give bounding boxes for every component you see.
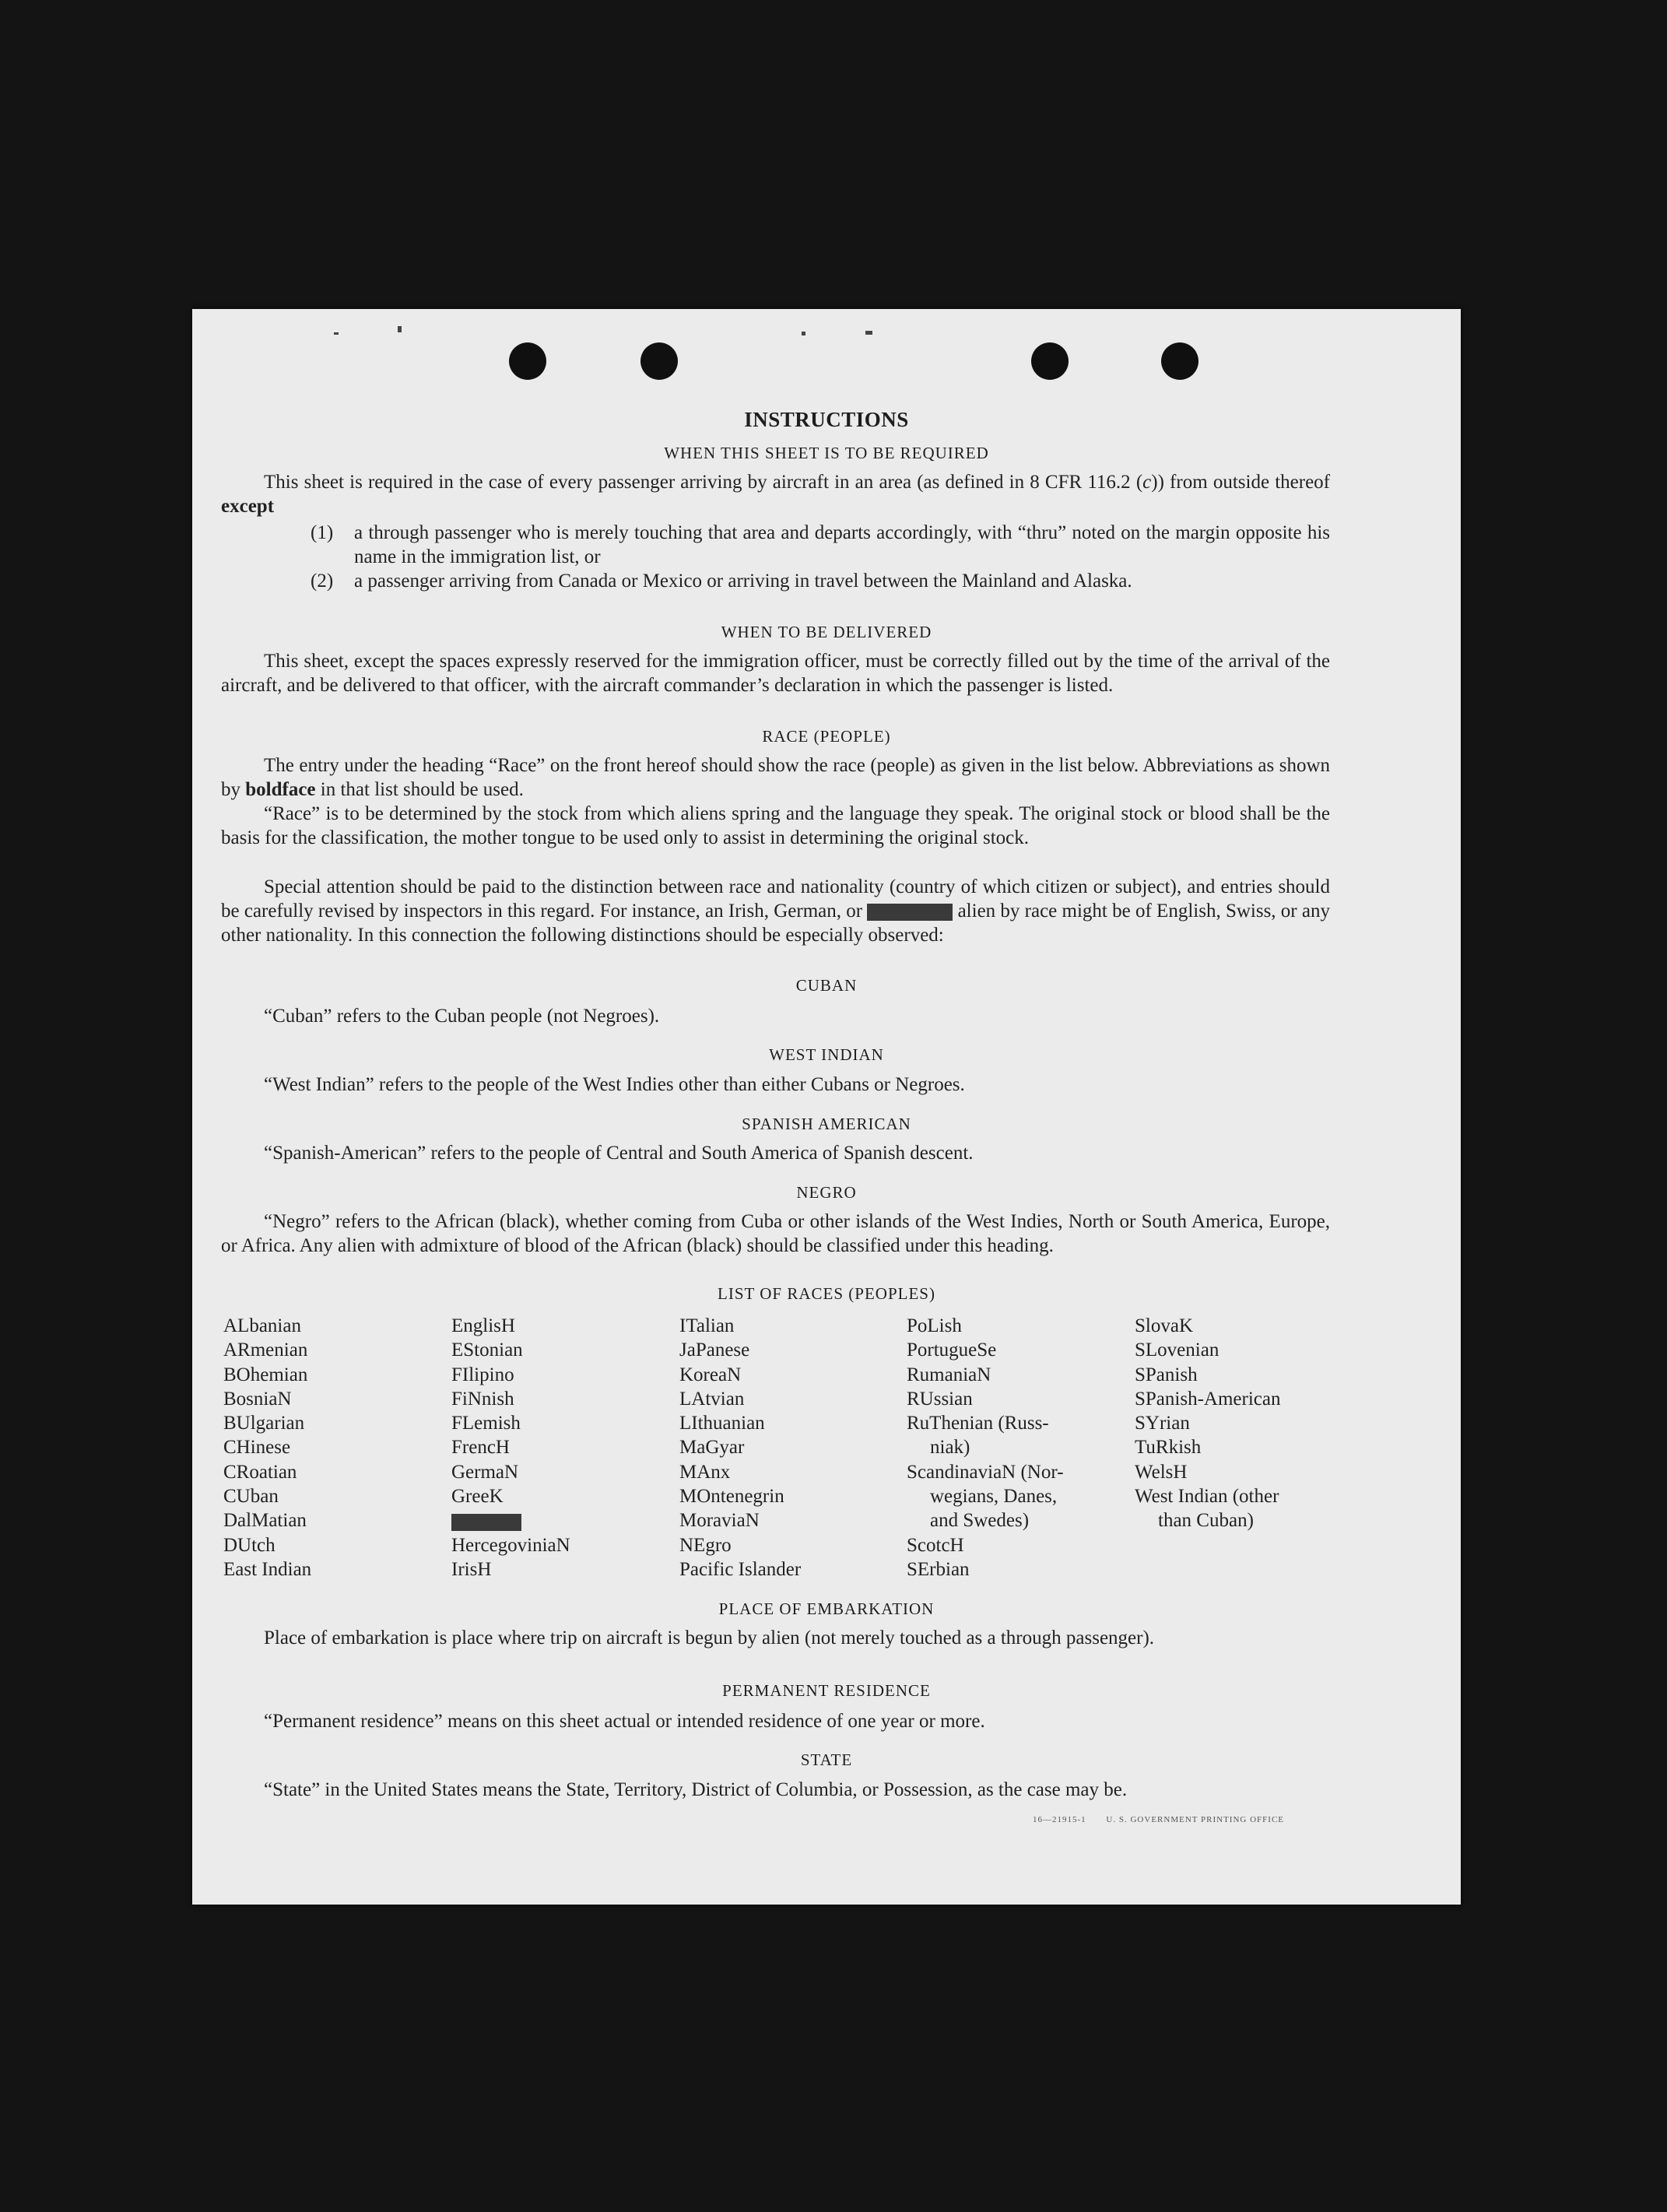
- paragraph-when-required: This sheet is required in the case of every passenger arriving by aircraft in an area (as defined in 8 CFR 116.2 (c)) from outside thereof except: [221, 472, 1330, 517]
- printer-imprint: [1033, 1815, 1301, 1824]
- race-entry: FiNnish: [451, 1388, 514, 1410]
- paragraph-race-2: “Race” is to be determined by the stock from which aliens spring and the language they speak. The original stock or blood shall be the basis for the classification, the mother tongue to be used only to assist in determining the original stock.: [221, 803, 1330, 848]
- scan-speck: [334, 332, 339, 335]
- race-entry: West Indian (other: [1135, 1486, 1279, 1508]
- heading-negro: NEGRO: [796, 1183, 857, 1202]
- redaction-mark: [867, 904, 953, 921]
- heading-residence: PERMANENT RESIDENCE: [722, 1681, 931, 1700]
- race-entry: SlovaK: [1135, 1315, 1193, 1336]
- race-entry: DalMatian: [223, 1510, 307, 1532]
- race-entry: JaPanese: [679, 1339, 750, 1361]
- race-entry: MoraviaN: [679, 1510, 760, 1532]
- race-entry: FrencH: [451, 1437, 510, 1459]
- race-entry: DUtch: [223, 1534, 275, 1556]
- race-entry: ALbanian: [223, 1315, 301, 1336]
- race-entry-continued: niak): [930, 1437, 970, 1459]
- race-entry: ScotcH: [907, 1534, 964, 1556]
- race-entry: SLovenian: [1135, 1339, 1220, 1361]
- item-number: (2): [311, 571, 334, 592]
- race-entry: ITalian: [679, 1315, 735, 1336]
- race-entry: SErbian: [907, 1558, 970, 1580]
- race-entry-continued: and Swedes): [930, 1510, 1030, 1532]
- printer-name: U. S. GOVERNMENT PRINTING OFFICE: [1106, 1815, 1285, 1824]
- scan-speck: [398, 326, 402, 332]
- race-entry: BUlgarian: [223, 1413, 305, 1434]
- paragraph-when-delivered: This sheet, except the spaces expressly reserved for the immigration officer, must be correctly filled out by the time of the arrival of the aircraft, and be delivered to that officer, with the aircraft commander’s declaration in which the passenger is listed.: [221, 651, 1330, 696]
- punch-hole: [1031, 342, 1069, 380]
- race-entry: SYrian: [1135, 1413, 1190, 1434]
- heading-embarkation: PLACE OF EMBARKATION: [718, 1599, 935, 1618]
- race-entry: LIthuanian: [679, 1413, 765, 1434]
- race-entry: ScandinaviaN (Nor-: [907, 1461, 1064, 1483]
- race-entry: MOntenegrin: [679, 1486, 784, 1508]
- race-entry: East Indian: [223, 1558, 312, 1580]
- races-column-3: [679, 1314, 801, 1582]
- race-entry: HercegoviniaN: [451, 1534, 570, 1556]
- heading-list-of-races: LIST OF RACES (PEOPLES): [718, 1284, 935, 1303]
- exception-item-2: a passenger arriving from Canada or Mexico or arriving in travel between the Mainland and Alaska.: [354, 571, 1132, 592]
- race-entry: WelsH: [1135, 1461, 1188, 1483]
- race-entry: LAtvian: [679, 1388, 745, 1410]
- race-entry: RUssian: [907, 1388, 973, 1410]
- form-number: 16—21915-1: [1033, 1815, 1086, 1824]
- paragraph-negro: “Negro” refers to the African (black), whether coming from Cuba or other islands of the West Indies, North or South America, Europe, or Africa. Any alien with admixture of blood of the African (black) should be classified under this heading.: [221, 1211, 1330, 1256]
- race-entry: IrisH: [451, 1558, 492, 1580]
- race-entry: MaGyar: [679, 1437, 745, 1459]
- paragraph-race-1: The entry under the heading “Race” on the front hereof should show the race (people) as given in the list below. Abbreviations as shown by boldface in that list should be used.: [221, 755, 1330, 800]
- race-entry: CUban: [223, 1486, 279, 1508]
- race-entry: PoLish: [907, 1315, 962, 1336]
- race-entry: RumaniaN: [907, 1364, 991, 1385]
- race-entry: SPanish-American: [1135, 1388, 1281, 1410]
- redaction-mark: [451, 1514, 521, 1531]
- races-column-2: [451, 1314, 570, 1582]
- heading-race: RACE (PEOPLE): [762, 727, 891, 746]
- exception-item-1: a through passenger who is merely touching that area and departs accordingly, with “thru” noted on the margin opposite his name in the immigration list, or: [354, 522, 1330, 567]
- race-entry: TuRkish: [1135, 1437, 1202, 1459]
- race-entry: GreeK: [451, 1486, 504, 1508]
- race-entry: NEgro: [679, 1534, 732, 1556]
- race-entry: EnglisH: [451, 1315, 515, 1336]
- paragraph-west-indian: “West Indian” refers to the people of the West Indies other than either Cubans or Negroes.: [264, 1074, 965, 1095]
- races-column-1: [223, 1314, 311, 1582]
- race-entry: Pacific Islander: [679, 1558, 802, 1580]
- race-entry: FIlipino: [451, 1364, 514, 1385]
- race-entry: FLemish: [451, 1413, 521, 1434]
- race-entry: GermaN: [451, 1461, 519, 1483]
- race-entry: SPanish: [1135, 1364, 1198, 1385]
- paragraph-race-3: Special attention should be paid to the distinction between race and nationality (country of which citizen or subject), and entries should be carefully revised by inspectors in this regard. For instance, an Irish, German, or alien by race might be of English, Swiss, or any other nationality. In this connection the following distinctions should be especially observed:: [221, 876, 1330, 946]
- race-entry-continued: wegians, Danes,: [930, 1486, 1058, 1508]
- scan-speck: [865, 331, 872, 335]
- paragraph-spanish-american: “Spanish-American” refers to the people of Central and South America of Spanish descent.: [264, 1143, 974, 1164]
- race-entry-continued: than Cuban): [1158, 1510, 1254, 1532]
- race-entry: BosniaN: [223, 1388, 292, 1410]
- race-entry: PortugueSe: [907, 1339, 997, 1361]
- instruction-sheet: [192, 309, 1461, 1905]
- race-entry: RuThenian (Russ-: [907, 1413, 1049, 1434]
- heading-west-indian: WEST INDIAN: [769, 1045, 884, 1064]
- paragraph-residence: “Permanent residence” means on this sheet actual or intended residence of one year or more.: [264, 1711, 985, 1732]
- heading-spanish-american: SPANISH AMERICAN: [742, 1115, 911, 1133]
- heading-when-required: WHEN THIS SHEET IS TO BE REQUIRED: [664, 444, 989, 462]
- redacted-race-entry: [451, 1508, 570, 1533]
- paragraph-embarkation: Place of embarkation is place where trip on aircraft is begun by alien (not merely touched as a through passenger).: [264, 1627, 1155, 1648]
- heading-when-delivered: WHEN TO BE DELIVERED: [721, 623, 932, 641]
- races-column-4: [907, 1314, 1064, 1582]
- scan-speck: [802, 332, 805, 335]
- race-entry: EStonian: [451, 1339, 523, 1361]
- race-entry: KoreaN: [679, 1364, 742, 1385]
- paragraph-cuban: “Cuban” refers to the Cuban people (not Negroes).: [264, 1006, 660, 1027]
- race-entry: ARmenian: [223, 1339, 308, 1361]
- punch-hole: [1161, 342, 1198, 380]
- race-entry: CRoatian: [223, 1461, 297, 1483]
- paragraph-state: “State” in the United States means the State, Territory, District of Columbia, or Possession, as the case may be.: [264, 1779, 1128, 1800]
- punch-hole: [509, 342, 546, 380]
- races-column-5: [1135, 1314, 1280, 1533]
- heading-state: STATE: [800, 1750, 853, 1769]
- heading-cuban: CUBAN: [795, 976, 858, 995]
- item-number: (1): [311, 522, 334, 543]
- punch-hole: [640, 342, 678, 380]
- race-entry: MAnx: [679, 1461, 731, 1483]
- page-title: INSTRUCTIONS: [744, 408, 909, 431]
- race-entry: CHinese: [223, 1437, 291, 1459]
- race-entry: BOhemian: [223, 1364, 308, 1385]
